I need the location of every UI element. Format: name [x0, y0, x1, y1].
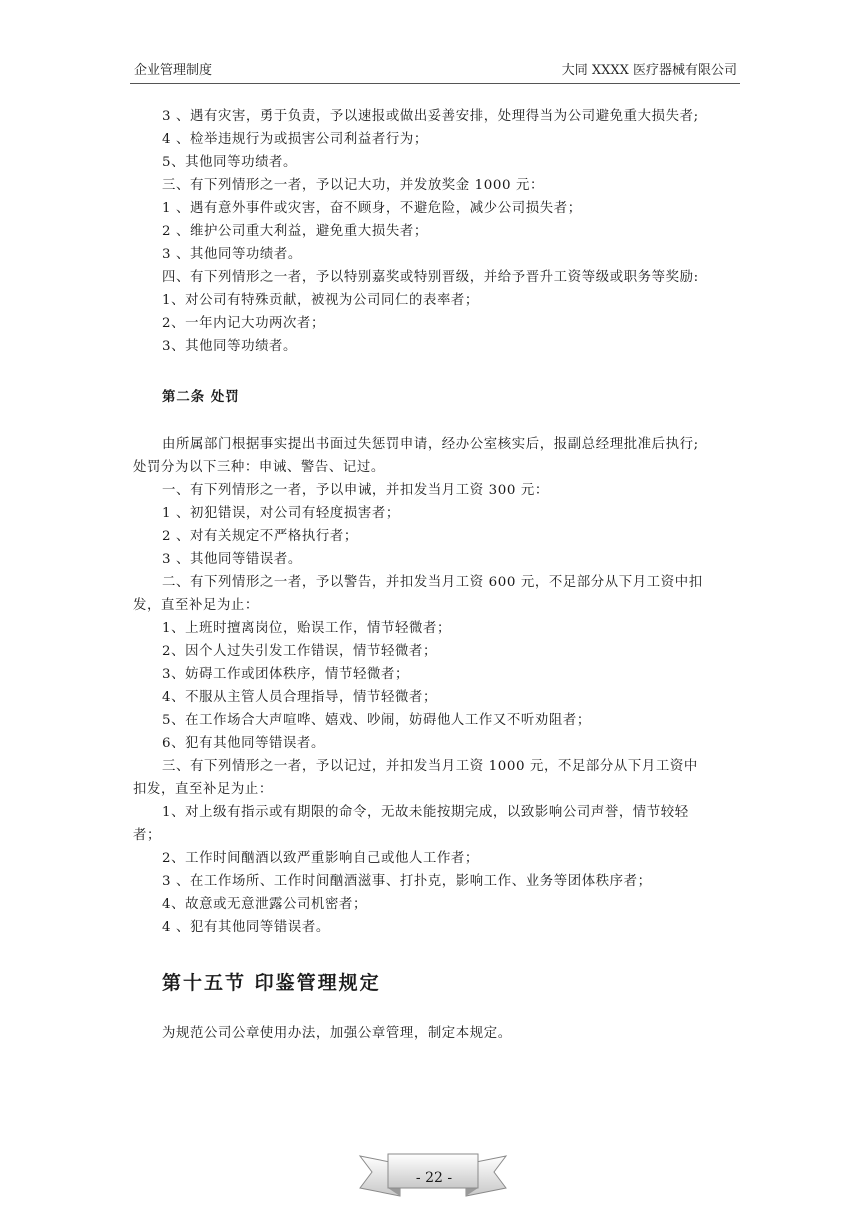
text-line: 1、上班时擅离岗位，贻误工作，情节轻微者； [162, 621, 451, 636]
text-line: 5、其他同等功绩者。 [162, 155, 298, 170]
text-line: 处罚分为以下三种：申诫、警告、记过。 [133, 460, 385, 475]
text-line: 4 、检举违规行为或损害公司利益者行为； [162, 132, 428, 147]
text-line: 2 、对有关规定不严格执行者； [162, 529, 358, 544]
text-line: 1、对上级有指示或有期限的命令，无故未能按期完成，以致影响公司声誉，情节较轻 [162, 805, 689, 820]
header-divider [130, 83, 740, 84]
text-line: 3 、在工作场所、工作时间酗酒滋事、打扑克，影响工作、业务等团体秩序者； [162, 874, 652, 889]
text-line: 2 、维护公司重大利益，避免重大损失者； [162, 224, 428, 239]
section-title: 第十五节 印鉴管理规定 [162, 972, 381, 994]
text-line: 4、故意或无意泄露公司机密者； [162, 897, 367, 912]
text-line: 三、有下列情形之一者，予以记大功，并发放奖金 1000 元： [162, 178, 544, 193]
text-line: 者； [133, 828, 161, 843]
text-line: 1 、遇有意外事件或灾害，奋不顾身，不避危险，减少公司损失者； [162, 201, 582, 216]
text-line: 发，直至补足为止： [133, 598, 259, 613]
text-line: 2、因个人过失引发工作错误，情节轻微者； [162, 644, 437, 659]
text-line: 3 、其他同等功绩者。 [162, 247, 302, 262]
text-line: 扣发，直至补足为止： [133, 782, 273, 797]
page-number: - 22 - [415, 1170, 453, 1186]
text-line: 3、其他同等功绩者。 [162, 339, 298, 354]
text-line: 3、妨碍工作或团体秩序，情节轻微者； [162, 667, 409, 682]
text-line: 2、一年内记大功两次者； [162, 316, 326, 331]
article-title: 第二条 处罚 [162, 390, 240, 405]
text-line: 3 、其他同等错误者。 [162, 552, 302, 567]
text-line: 6、犯有其他同等错误者。 [162, 736, 326, 751]
section-intro: 为规范公司公章使用办法，加强公章管理，制定本规定。 [162, 1026, 512, 1041]
text-line: 4、不服从主管人员合理指导，情节轻微者； [162, 690, 437, 705]
text-line: 三、有下列情形之一者，予以记过，并扣发当月工资 1000 元，不足部分从下月工资中 [162, 759, 698, 774]
text-line: 二、有下列情形之一者，予以警告，并扣发当月工资 600 元，不足部分从下月工资中扣 [162, 575, 703, 590]
text-line: 5、在工作场合大声喧哗、嬉戏、吵闹，妨碍他人工作又不听劝阻者； [162, 713, 591, 728]
text-line: 2、工作时间酗酒以致严重影响自己或他人工作者； [162, 851, 479, 866]
header-company-name: 大同 XXXX 医疗器械有限公司 [561, 63, 737, 78]
text-line: 四、有下列情形之一者，予以特别嘉奖或特别晋级，并给予晋升工资等级或职务等奖励: [162, 270, 699, 285]
text-line: 由所属部门根据事实提出书面过失惩罚申请，经办公室核实后，报副总经理批准后执行; [162, 437, 699, 452]
text-line: 3 、遇有灾害，勇于负责，予以速报或做出妥善安排，处理得当为公司避免重大损失者; [162, 109, 699, 124]
text-line: 一、有下列情形之一者，予以申诫，并扣发当月工资 300 元： [162, 483, 549, 498]
text-line: 1 、初犯错误，对公司有轻度损害者； [162, 506, 400, 521]
text-line: 4 、犯有其他同等错误者。 [162, 920, 330, 935]
header-left-title: 企业管理制度 [134, 63, 213, 78]
text-line: 1、对公司有特殊贡献，被视为公司同仁的表率者； [162, 293, 479, 308]
